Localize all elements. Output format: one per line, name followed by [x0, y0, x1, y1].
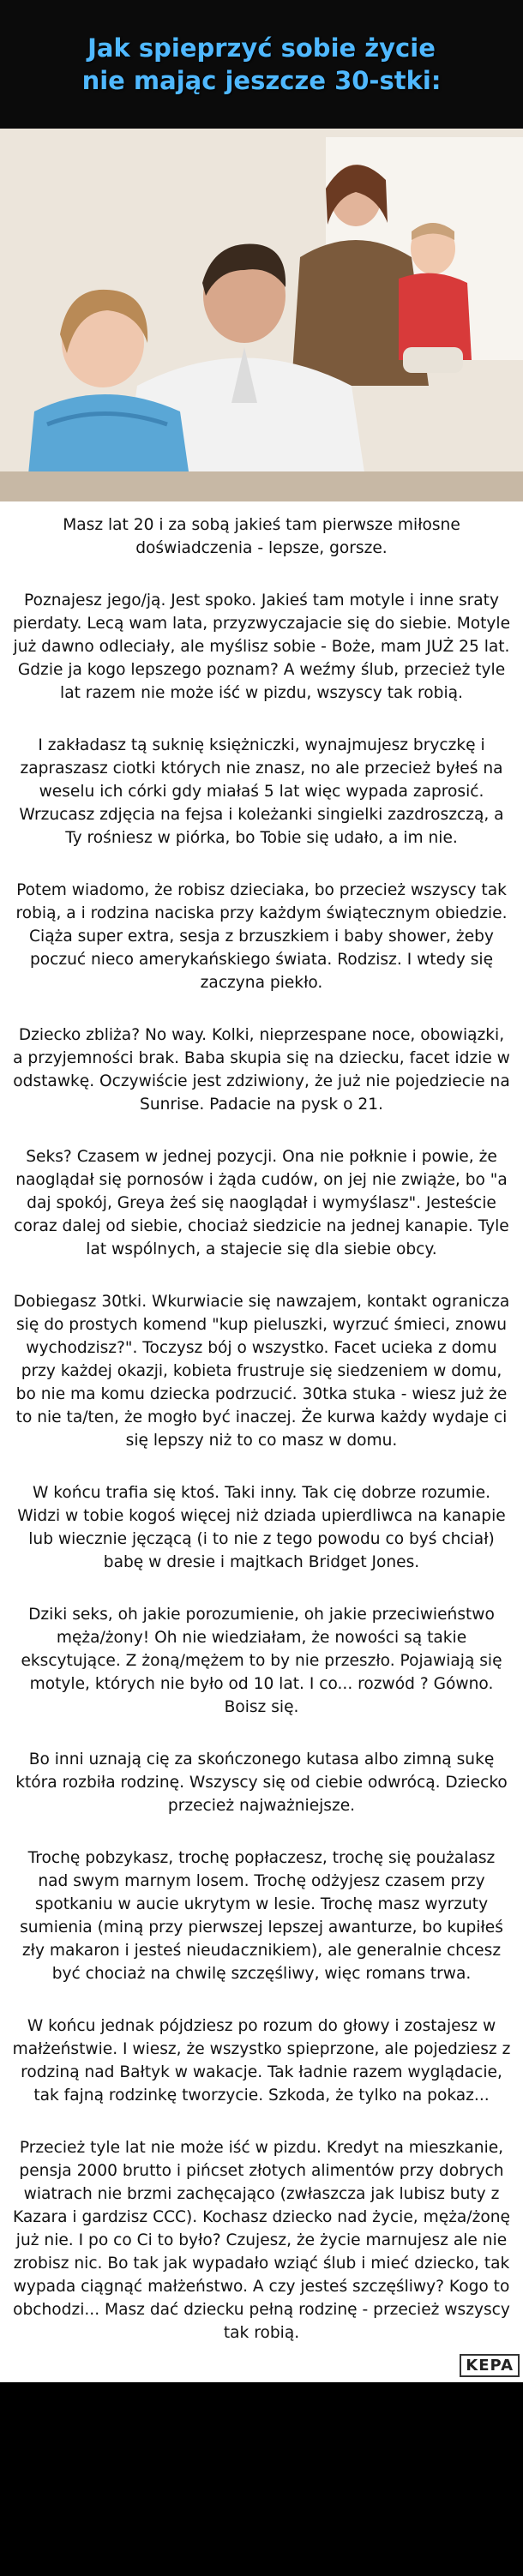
paragraph: Masz lat 20 i za sobą jakieś tam pierwsze miłosne doświadczenia - lepsze, gorsze.: [63, 516, 460, 557]
paragraph: W końcu jednak pójdziesz po rozum do głowy i zostajesz w małżeństwie. I wiesz, że wszystko spieprzone, ale pojedziesz z rodziną nad Bałtyk w wakacje. Tak ładnie razem wyglądacie, tak fajną rodzinkę tworzycie. Szkoda, że tylko na pokaz...: [12, 2017, 511, 2105]
page-title: Jak spieprzyć sobie życie nie mając jeszcze 30-stki:: [81, 33, 442, 95]
family-photo: [0, 129, 523, 501]
paragraph: Seks? Czasem w jednej pozycji. Ona nie połknie i powie, że naoglądał się pornosów i żąda cudów, on jej nie zwiąże, bo "a daj spokój, Greya żeś się naoglądał i wymyślasz". Jesteście coraz dalej od siebie, chociaż siedzicie na jednej kanapie. Tyle lat wspólnych, a stajecie się dla siebie obcy.: [14, 1148, 509, 1258]
family-photo-illustration: [0, 129, 523, 501]
paragraph: Dziki seks, oh jakie porozumienie, oh jakie przeciwieństwo męża/żony! Oh nie wiedziałam, że nowości są takie ekscytujące. Z żoną/mężem to by nie przeszło. Pojawiają się motyle, których nie było od 10 lat. I co... rozwód ? Gówno. Boisz się.: [21, 1606, 502, 1716]
paragraph: Poznajesz jego/ją. Jest spoko. Jakieś tam motyle i inne sraty pierdaty. Lecą wam lata, przyzwyczajacie się do siebie. Motyle już dawno odleciały, ale myślisz sobie - Boże, mam JUŻ 25 lat. Gdzie ja kogo lepszego poznam? A weźmy ślub, przecież tyle lat razem nie może iść w pizdu, wszyscy tak robią.: [12, 591, 511, 702]
paragraph: Dziecko zbliża? No way. Kolki, nieprzespane noce, obowiązki, a przyjemności brak. Baba skupia się na dziecku, facet idzie w odstawkę. Oczywiście jest zdziwiony, że już nie pojedziecie na Sunrise. Padacie na pysk o 21.: [13, 1026, 510, 1114]
paragraph: I zakładasz tą suknię księżniczki, wynajmujesz bryczkę i zapraszasz ciotki których nie znasz, no ale przecież byłeś na weselu ich córki gdy miałaś 5 lat więc wypada zaprosić. Wrzucasz zdjęcia na fejsa i koleżanki singielki zazdroszczą, a Ty rośniesz w piórka, bo Tobie się udało, a im nie.: [19, 736, 504, 847]
paragraph: Bo inni uznają cię za skończonego kutasa albo zimną sukę która rozbiła rodzinę. Wszyscy się od ciebie odwrócą. Dziecko przecież najważniejsze.: [15, 1750, 508, 1815]
paragraph: Trochę pobzykasz, trochę popłaczesz, trochę się poużalasz nad swym marnym losem. Trochę odżyjesz czasem przy spotkaniu w aucie ukrytym w lesie. Trochę masz wyrzuty sumienia (miną przy pierwszej lepszej awanturze, bo kupiłeś zły makaron i jesteś nieudacznikiem), ale generalnie chcesz być chociaż na chwilę szczęśliwy, więc romans trwa.: [20, 1849, 503, 1983]
title-bar: [0, 0, 523, 129]
paragraph: Potem wiadomo, że robisz dzieciaka, bo przecież wszyscy tak robią, a i rodzina naciska przy każdym świątecznym obiedzie. Ciąża super extra, sesja z brzuszkiem i baby shower, żeby poczuć nieco amerykańskiego świata. Rodzisz. I wtedy się zaczyna piekło.: [15, 881, 508, 992]
article-body: [0, 501, 523, 2382]
paragraph: W końcu trafia się ktoś. Taki inny. Tak cię dobrze rozumie. Widzi w tobie kogoś więcej niż dziada upierdliwca na kanapie lub wiecznie jęczącą (i to nie z tego powodu co byś chciał) babę w dresie i majtkach Bridget Jones.: [17, 1484, 506, 1571]
paragraph: Dobiegasz 30tki. Wkurwiacie się nawzajem, kontakt ogranicza się do prostych komend "kup pieluszki, wyrzuć śmieci, znowu wychodzisz?". Toczysz bój o wszystko. Facet ucieka z domu przy każdej okazji, kobieta frustruje się siedzeniem w domu, bo nie ma komu dziecka podrzucić. 30tka stuka - wiesz już że to nie ta/ten, że mogło być inaczej. Że kurwa każdy wydaje ci się lepszy niż to co masz w domu.: [13, 1293, 510, 1450]
paragraph: Przecież tyle lat nie może iść w pizdu. Kredyt na mieszkanie, pensja 2000 brutto i pińcset złotych alimentów przy dobrych wiatrach nie brzmi zachęcająco (zwłaszcza jak lubisz buty z Kazara i gardzisz CCC). Kochasz dziecko nad życie, męża/żonę już nie. I po co Ci to było? Czujesz, że życie marnujesz ale nie zrobisz nic. Bo tak jak wypadało wziąć ślub i mieć dziecko, tak wypada ciągnąć małżeństwo. A czy jesteś szczęśliwy? Kogo to obchodzi... Masz dać dziecku pełną rodzinę - przecież wszyscy tak robią.: [13, 2139, 510, 2342]
site-watermark: KEPA: [460, 2354, 520, 2377]
